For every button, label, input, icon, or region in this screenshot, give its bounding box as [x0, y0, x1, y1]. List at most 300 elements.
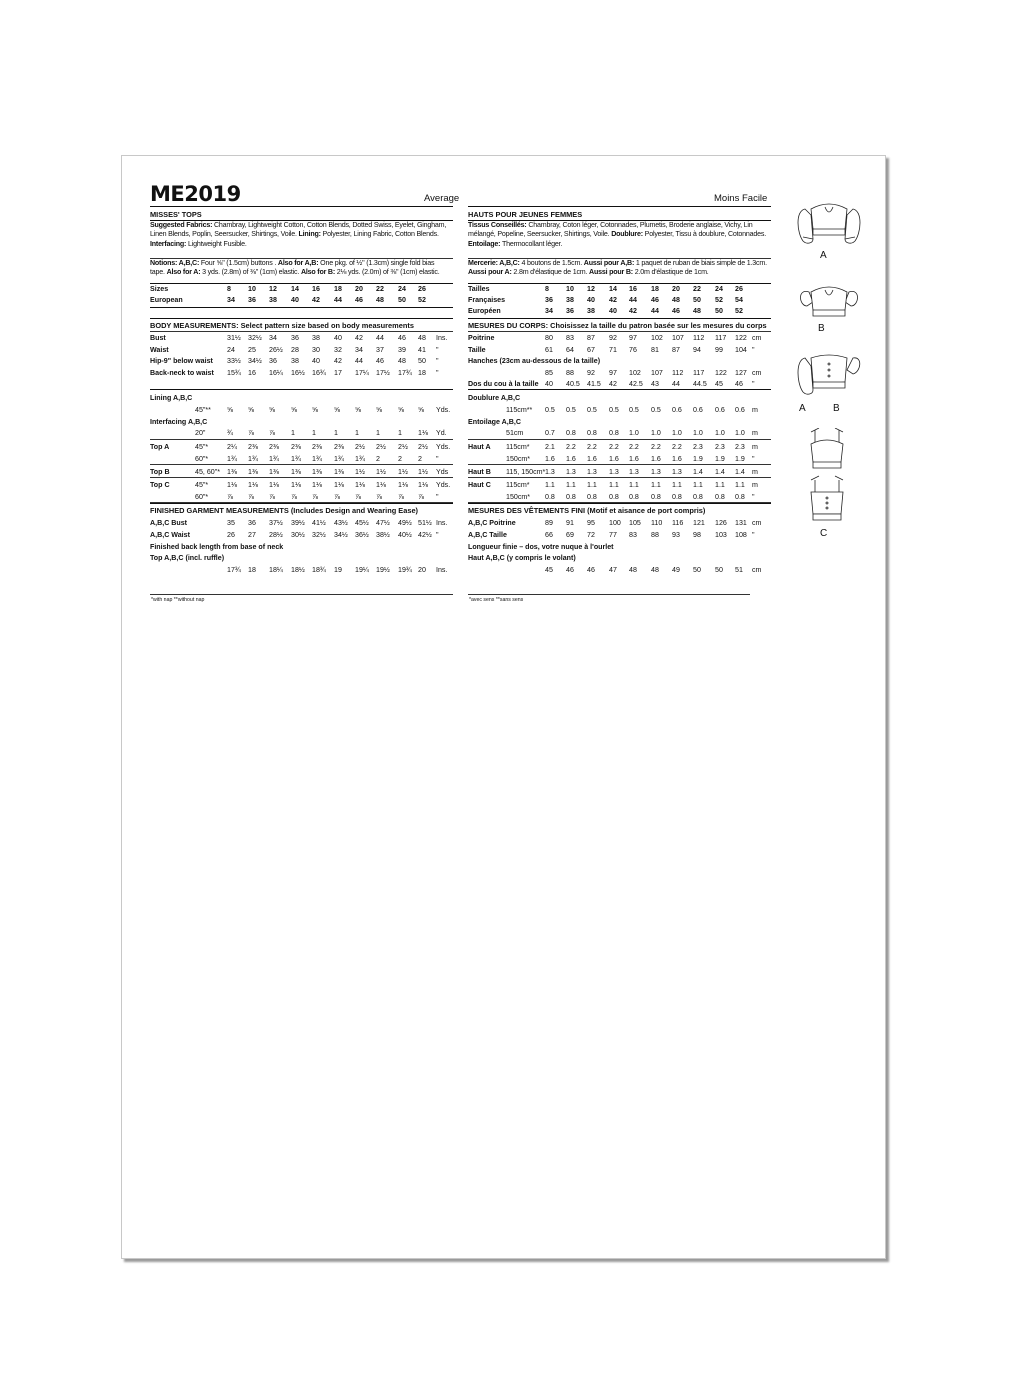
table-cell: 102 [651, 334, 663, 342]
table-cell: 32 [334, 345, 342, 354]
table-cell: ⅝ [291, 405, 297, 414]
table-cell: 2 [376, 454, 380, 463]
section-title: MISSES' TOPS [150, 210, 202, 219]
table-cell: 30½ [291, 530, 305, 539]
notions-paragraph-text: 4 boutons de 1.5cm. [519, 259, 584, 267]
table-cell: 0.8 [609, 492, 619, 501]
finished-row-label: A,B,C Poitrine [468, 519, 516, 527]
table-cell: 110 [651, 519, 663, 527]
table-cell: 1 [398, 429, 402, 438]
yardage-row-unit: Yds. [436, 442, 451, 451]
table-cell: 126 [715, 519, 727, 527]
table-cell: 1 [376, 429, 380, 438]
body-row [468, 368, 771, 378]
table-cell: 28½ [269, 530, 283, 539]
rule-fr-top [468, 206, 771, 207]
rule-yardage [468, 464, 771, 465]
yardage-row-unit: m [752, 467, 758, 476]
table-cell: 18 [651, 285, 659, 293]
table-cell: 0.8 [693, 492, 703, 501]
table-cell: 37½ [269, 519, 283, 527]
table-cell: 61 [545, 345, 553, 354]
table-cell: 102 [629, 368, 641, 377]
finished-row [468, 518, 771, 528]
table-cell: 44 [651, 307, 659, 315]
body-row-unit: cm [752, 334, 762, 342]
table-cell: 2½ [376, 442, 386, 451]
table-cell: 44 [376, 334, 384, 342]
table-cell: 25 [248, 345, 256, 354]
table-cell: 33½ [227, 357, 241, 365]
table-cell: 0.8 [566, 429, 576, 438]
body-row [468, 333, 771, 343]
finished-row-label: Finished back length from base of neck [150, 542, 284, 551]
rule-body [468, 389, 771, 390]
body-row-label: Dos du cou à la taille [468, 380, 539, 388]
table-cell: 1.4 [735, 467, 745, 476]
table-cell: 92 [587, 368, 595, 377]
table-cell: 1¾ [291, 454, 301, 463]
table-cell: 8 [227, 285, 231, 293]
table-cell: 16 [248, 368, 256, 377]
table-cell: 19½ [376, 566, 390, 575]
table-cell: 2.2 [566, 442, 576, 451]
table-cell: 1.6 [566, 454, 576, 463]
table-cell: 19 [334, 566, 342, 575]
table-cell: 2 [398, 454, 402, 463]
table-cell: ⅝ [227, 405, 233, 414]
table-cell: 18¾ [312, 566, 326, 575]
table-cell: 1⅛ [376, 481, 386, 490]
rule-yardage [468, 477, 771, 478]
table-cell: 1.1 [545, 481, 555, 490]
table-cell: 51 [735, 566, 743, 575]
yardage-row-label: Top A [150, 442, 170, 451]
fabrics-paragraph [150, 221, 450, 249]
yardage-row-unit: m [752, 405, 758, 414]
table-cell: 1¾ [312, 454, 322, 463]
body-row [150, 345, 453, 355]
table-cell: 88 [566, 368, 574, 377]
table-cell: 46 [566, 566, 574, 575]
body-row-unit: cm [752, 368, 762, 377]
finished-row [468, 530, 771, 540]
table-cell: 30 [312, 345, 320, 354]
table-cell: 98 [693, 530, 701, 539]
finished-row-unit: cm [752, 519, 762, 527]
table-cell: 0.8 [715, 492, 725, 501]
table-cell: 1 [291, 429, 295, 438]
body-row-unit: " [752, 345, 755, 354]
yardage-row [468, 428, 771, 438]
table-cell: 112 [693, 334, 705, 342]
finished-row-label: A,B,C Taille [468, 530, 507, 539]
table-cell: ⅝ [355, 405, 361, 414]
table-cell: 46 [735, 380, 743, 388]
table-cell: 15¾ [227, 368, 241, 377]
body-row-label: Taille [468, 345, 486, 354]
difficulty-level-fr: Moins Facile [714, 193, 768, 204]
table-cell: 1⅛ [312, 481, 322, 490]
body-row [468, 379, 771, 389]
yardage-row-unit: " [752, 454, 755, 463]
table-cell: 50 [715, 307, 723, 315]
body-row [468, 356, 771, 366]
table-cell: 44 [355, 357, 363, 365]
table-cell: 41.5 [587, 380, 601, 388]
rule-sizes [468, 318, 771, 319]
table-cell: 36 [248, 296, 256, 304]
table-cell: 1.1 [735, 481, 745, 490]
european-row [150, 295, 453, 305]
body-row-unit: Ins. [436, 334, 448, 342]
fabrics-paragraph-bold: Interfacing: [150, 239, 187, 248]
table-cell: 2.2 [609, 442, 619, 451]
notions-paragraph-text: 2.8m d'élastique de 1cm. [511, 268, 590, 277]
yardage-row [468, 492, 771, 502]
finished-row [150, 565, 453, 575]
table-cell: 1.1 [715, 481, 725, 490]
table-cell: 19¾ [398, 566, 412, 575]
yardage-row-unit: Yds [436, 467, 449, 476]
yardage-row-unit: " [436, 454, 439, 463]
yardage-row [150, 467, 453, 477]
table-cell: 48 [629, 566, 637, 575]
notions-paragraph-bold: Notions: A,B,C: [150, 259, 200, 267]
table-cell: 48 [672, 296, 680, 304]
table-cell: 1.9 [715, 454, 725, 463]
rule-yardage-end [468, 503, 771, 504]
notions-paragraph-bold: Also for A: [166, 268, 201, 277]
yardage-row-sub: 115, 150cm* [506, 467, 546, 476]
fabrics-paragraph-text: Lightweight Fusible. [186, 239, 247, 248]
table-cell: 22 [376, 285, 384, 293]
yardage-row [468, 442, 771, 452]
finished-row-unit: " [436, 530, 439, 539]
table-cell: 43½ [334, 519, 348, 527]
table-cell: ⅞ [269, 429, 275, 438]
table-cell: 1.3 [651, 467, 661, 476]
table-cell: 2.1 [545, 442, 555, 451]
table-cell: 39½ [291, 519, 305, 527]
yardage-row-sub: 115cm* [506, 442, 530, 451]
footnote-en: *with nap **without nap [151, 597, 205, 603]
table-cell: 38 [269, 296, 277, 304]
table-cell: 1.1 [609, 481, 619, 490]
table-cell: 38 [312, 334, 320, 342]
view-a-label: A [820, 250, 827, 261]
view-ab-right-label: B [833, 403, 840, 414]
table-cell: ⅞ [376, 492, 382, 501]
table-cell: 50 [693, 296, 701, 304]
table-cell: 1.3 [545, 467, 555, 476]
table-cell: 36½ [355, 530, 369, 539]
yardage-row-sub: 115cm** [506, 405, 533, 414]
table-cell: ⅞ [248, 492, 254, 501]
table-cell: 32½ [312, 530, 326, 539]
yardage-row-label: Haut A [468, 442, 491, 451]
notions-paragraph [150, 259, 450, 278]
table-cell: 39 [398, 345, 406, 354]
table-cell: 85 [545, 368, 553, 377]
yardage-row-sub: 150cm* [506, 492, 531, 501]
table-cell: 36 [545, 296, 553, 304]
table-cell: 42 [609, 380, 617, 388]
table-cell: 116 [672, 519, 684, 527]
table-cell: 18½ [291, 566, 305, 575]
table-cell: 0.8 [672, 492, 682, 501]
table-cell: 1.6 [545, 454, 555, 463]
rule-sizes [150, 307, 453, 308]
body-row-unit: " [436, 357, 439, 365]
table-cell: 44.5 [693, 380, 707, 388]
rule-body-title [468, 331, 771, 332]
table-cell: 1.4 [715, 467, 725, 476]
yardage-row [150, 393, 453, 403]
body-row-label: Hip-9" below waist [150, 357, 213, 365]
yardage-row-unit: m [752, 481, 758, 490]
table-cell: 50 [418, 357, 426, 365]
table-cell: 1.0 [735, 429, 745, 438]
table-cell: 0.7 [545, 429, 555, 438]
notions-paragraph-text: Four ⅝" (1.5cm) buttons . [199, 259, 278, 267]
finished-row [150, 518, 453, 528]
yardage-row [150, 454, 453, 464]
table-cell: 1.1 [651, 481, 661, 490]
table-cell: 1⅛ [248, 481, 258, 490]
europeen-row-label: Européen [468, 307, 501, 315]
table-cell: 1¾ [334, 454, 344, 463]
table-cell: 18¼ [269, 566, 283, 575]
yardage-row [150, 480, 453, 490]
table-cell: 2½ [418, 442, 428, 451]
yardage-row-unit: Yd. [436, 429, 447, 438]
body-measurements-title: BODY MEASUREMENTS: Select pattern size based on body measurements [150, 321, 414, 330]
table-cell: 1.1 [629, 481, 639, 490]
table-cell: 87 [587, 334, 595, 342]
finished-row-label: A,B,C Bust [150, 519, 188, 527]
notions-paragraph-bold: Also for A,B: [277, 259, 319, 267]
yardage-row [468, 467, 771, 477]
table-cell: 16 [312, 285, 320, 293]
body-row [150, 356, 453, 366]
table-cell: 48 [693, 307, 701, 315]
table-cell: 1.9 [693, 454, 703, 463]
yardage-row [468, 417, 771, 427]
table-cell: 67 [587, 345, 595, 354]
table-cell: 104 [735, 345, 747, 354]
table-cell: 36 [269, 357, 277, 365]
finished-row-label: Longueur finie – dos, votre nuque à l'ourlet [468, 542, 614, 551]
table-cell: 1.0 [651, 429, 661, 438]
table-cell: 49½ [398, 519, 412, 527]
table-cell: 2¼ [227, 442, 237, 451]
yardage-row [468, 454, 771, 464]
notions-paragraph-text: 1 paquet de ruban de biais simple de 1.3cm. [634, 259, 767, 267]
table-cell: 16¾ [312, 368, 326, 377]
table-cell: 38½ [376, 530, 390, 539]
table-cell: 2.2 [672, 442, 682, 451]
table-cell: 40 [545, 380, 553, 388]
table-cell: 81 [651, 345, 659, 354]
finished-row-unit: Ins. [436, 519, 448, 527]
table-cell: 1.9 [735, 454, 745, 463]
table-cell: 0.8 [587, 429, 597, 438]
body-row [468, 345, 771, 355]
table-cell: 122 [735, 334, 747, 342]
fabrics-paragraph-bold: Entoilage: [468, 239, 501, 248]
footnote-fr: *avec sens **sans sens [469, 597, 524, 603]
table-cell: ⅞ [398, 492, 404, 501]
table-cell: 1.0 [715, 429, 725, 438]
table-cell: 16¼ [269, 368, 283, 377]
europeen-row [468, 306, 771, 316]
table-cell: 0.5 [651, 405, 661, 414]
yardage-row-sub: 60"* [195, 492, 209, 501]
table-cell: 1½ [355, 467, 365, 476]
table-cell: 38 [566, 296, 574, 304]
yardage-row [150, 442, 453, 452]
table-cell: 20 [672, 285, 680, 293]
table-cell: 83 [629, 530, 637, 539]
table-cell: 16½ [291, 368, 305, 377]
yardage-row-sub: 45"** [195, 405, 211, 414]
yardage-row-unit: " [436, 492, 439, 501]
fabrics-paragraph-bold: Lining: [298, 230, 321, 239]
table-cell: 17½ [376, 368, 390, 377]
finished-row-label: Haut A,B,C (y compris le volant) [468, 554, 576, 563]
yardage-row-unit: m [752, 442, 758, 451]
table-cell: 1½ [376, 467, 386, 476]
francaises-row [468, 295, 771, 305]
table-cell: 54 [735, 296, 743, 304]
table-cell: 1.3 [609, 467, 619, 476]
body-row-unit: " [436, 368, 439, 377]
body-row-label: Waist [150, 345, 169, 354]
table-cell: 10 [566, 285, 574, 293]
table-cell: 1½ [398, 467, 408, 476]
table-cell: 40 [334, 334, 342, 342]
view-b-sketch [797, 280, 861, 324]
table-cell: 40.5 [566, 380, 580, 388]
table-cell: 40 [609, 307, 617, 315]
table-cell: 117 [693, 368, 705, 377]
table-cell: 20 [418, 566, 426, 575]
table-cell: 112 [672, 368, 684, 377]
table-cell: 45 [715, 380, 723, 388]
yardage-row-sub: 60"* [195, 454, 209, 463]
table-cell: 0.5 [629, 405, 639, 414]
table-cell: 94 [693, 345, 701, 354]
table-cell: 36 [291, 334, 299, 342]
table-cell: 10 [248, 285, 256, 293]
table-cell: 0.8 [587, 492, 597, 501]
body-row-label: Poitrine [468, 334, 495, 342]
yardage-row-label: Lining A,B,C [150, 394, 193, 402]
fabrics-paragraph-text: Chambray, Lightweight Cotton, Cotton Blends, Dotted Swiss, Eyelet, Gingham, Linen Blends, Poplin, Seersucker, Shirtings, Voile. [150, 221, 447, 239]
table-cell: ⅝ [312, 405, 318, 414]
table-cell: 1⅛ [418, 429, 428, 438]
rule-yardage [468, 439, 771, 440]
table-cell: 1.0 [693, 429, 703, 438]
notions-paragraph-text: 3 yds. (2.8m) of ⅜" (1cm) elastic. [200, 268, 301, 277]
table-cell: 12 [587, 285, 595, 293]
table-cell: 50 [398, 296, 406, 304]
table-cell: 1¾ [227, 454, 237, 463]
finished-row-unit: " [752, 530, 755, 539]
table-cell: 1.1 [672, 481, 682, 490]
table-cell: 50 [715, 566, 723, 575]
table-cell: 0.5 [609, 405, 619, 414]
footnote-rule-en [150, 594, 453, 595]
table-cell: 26 [418, 285, 426, 293]
table-cell: ⅞ [227, 492, 233, 501]
table-cell: ⅝ [398, 405, 404, 414]
table-cell: 52 [715, 296, 723, 304]
table-cell: 103 [715, 530, 727, 539]
table-cell: 1.0 [672, 429, 682, 438]
table-cell: 127 [735, 368, 747, 377]
finished-row [150, 530, 453, 540]
table-cell: 1 [355, 429, 359, 438]
table-cell: ⅞ [334, 492, 340, 501]
table-cell: 44 [629, 296, 637, 304]
table-cell: 16 [629, 285, 637, 293]
table-cell: 28 [291, 345, 299, 354]
table-cell: 18 [334, 285, 342, 293]
table-cell: 14 [609, 285, 617, 293]
table-cell: 24 [227, 345, 235, 354]
table-cell: 2½ [398, 442, 408, 451]
table-cell: 2 [418, 454, 422, 463]
yardage-row-unit: m [752, 429, 758, 438]
table-cell: 41 [418, 345, 426, 354]
body-row-label: Bust [150, 334, 166, 342]
yardage-row [468, 405, 771, 415]
table-cell: 48 [651, 566, 659, 575]
european-row-label: European [150, 296, 183, 304]
yardage-row-label: Doublure A,B,C [468, 394, 521, 402]
table-cell: 97 [629, 334, 637, 342]
table-cell: 44 [672, 380, 680, 388]
table-cell: 17¼ [355, 368, 369, 377]
view-ab-back-sketch [795, 348, 863, 402]
yardage-row-sub: 45"* [195, 481, 209, 490]
table-cell: 40½ [398, 530, 412, 539]
notions-paragraph-text: 2.0m d'élastique de 1cm. [632, 268, 709, 277]
table-cell: 0.8 [609, 429, 619, 438]
table-cell: 48 [418, 334, 426, 342]
sizes-row [468, 284, 771, 294]
body-row-label: Back-neck to waist [150, 368, 214, 377]
notions-paragraph-bold: Aussi pour A: [468, 268, 512, 277]
table-cell: 42 [629, 307, 637, 315]
table-cell: 105 [629, 519, 641, 527]
rule-yardage-end [150, 503, 453, 504]
table-cell: 0.5 [545, 405, 555, 414]
table-cell: ⅞ [248, 429, 254, 438]
table-cell: 1½ [418, 467, 428, 476]
table-cell: 117 [715, 334, 727, 342]
table-cell: 80 [545, 334, 553, 342]
fabrics-paragraph-text: Polyester, Tissu à doublure, Cotonnades. [642, 230, 767, 239]
table-cell: 17 [334, 368, 342, 377]
table-cell: 2.2 [651, 442, 661, 451]
sizes-row-label: Tailles [468, 285, 490, 293]
table-cell: 34 [269, 334, 277, 342]
table-cell: 1⅛ [418, 481, 428, 490]
table-cell: 40 [291, 296, 299, 304]
